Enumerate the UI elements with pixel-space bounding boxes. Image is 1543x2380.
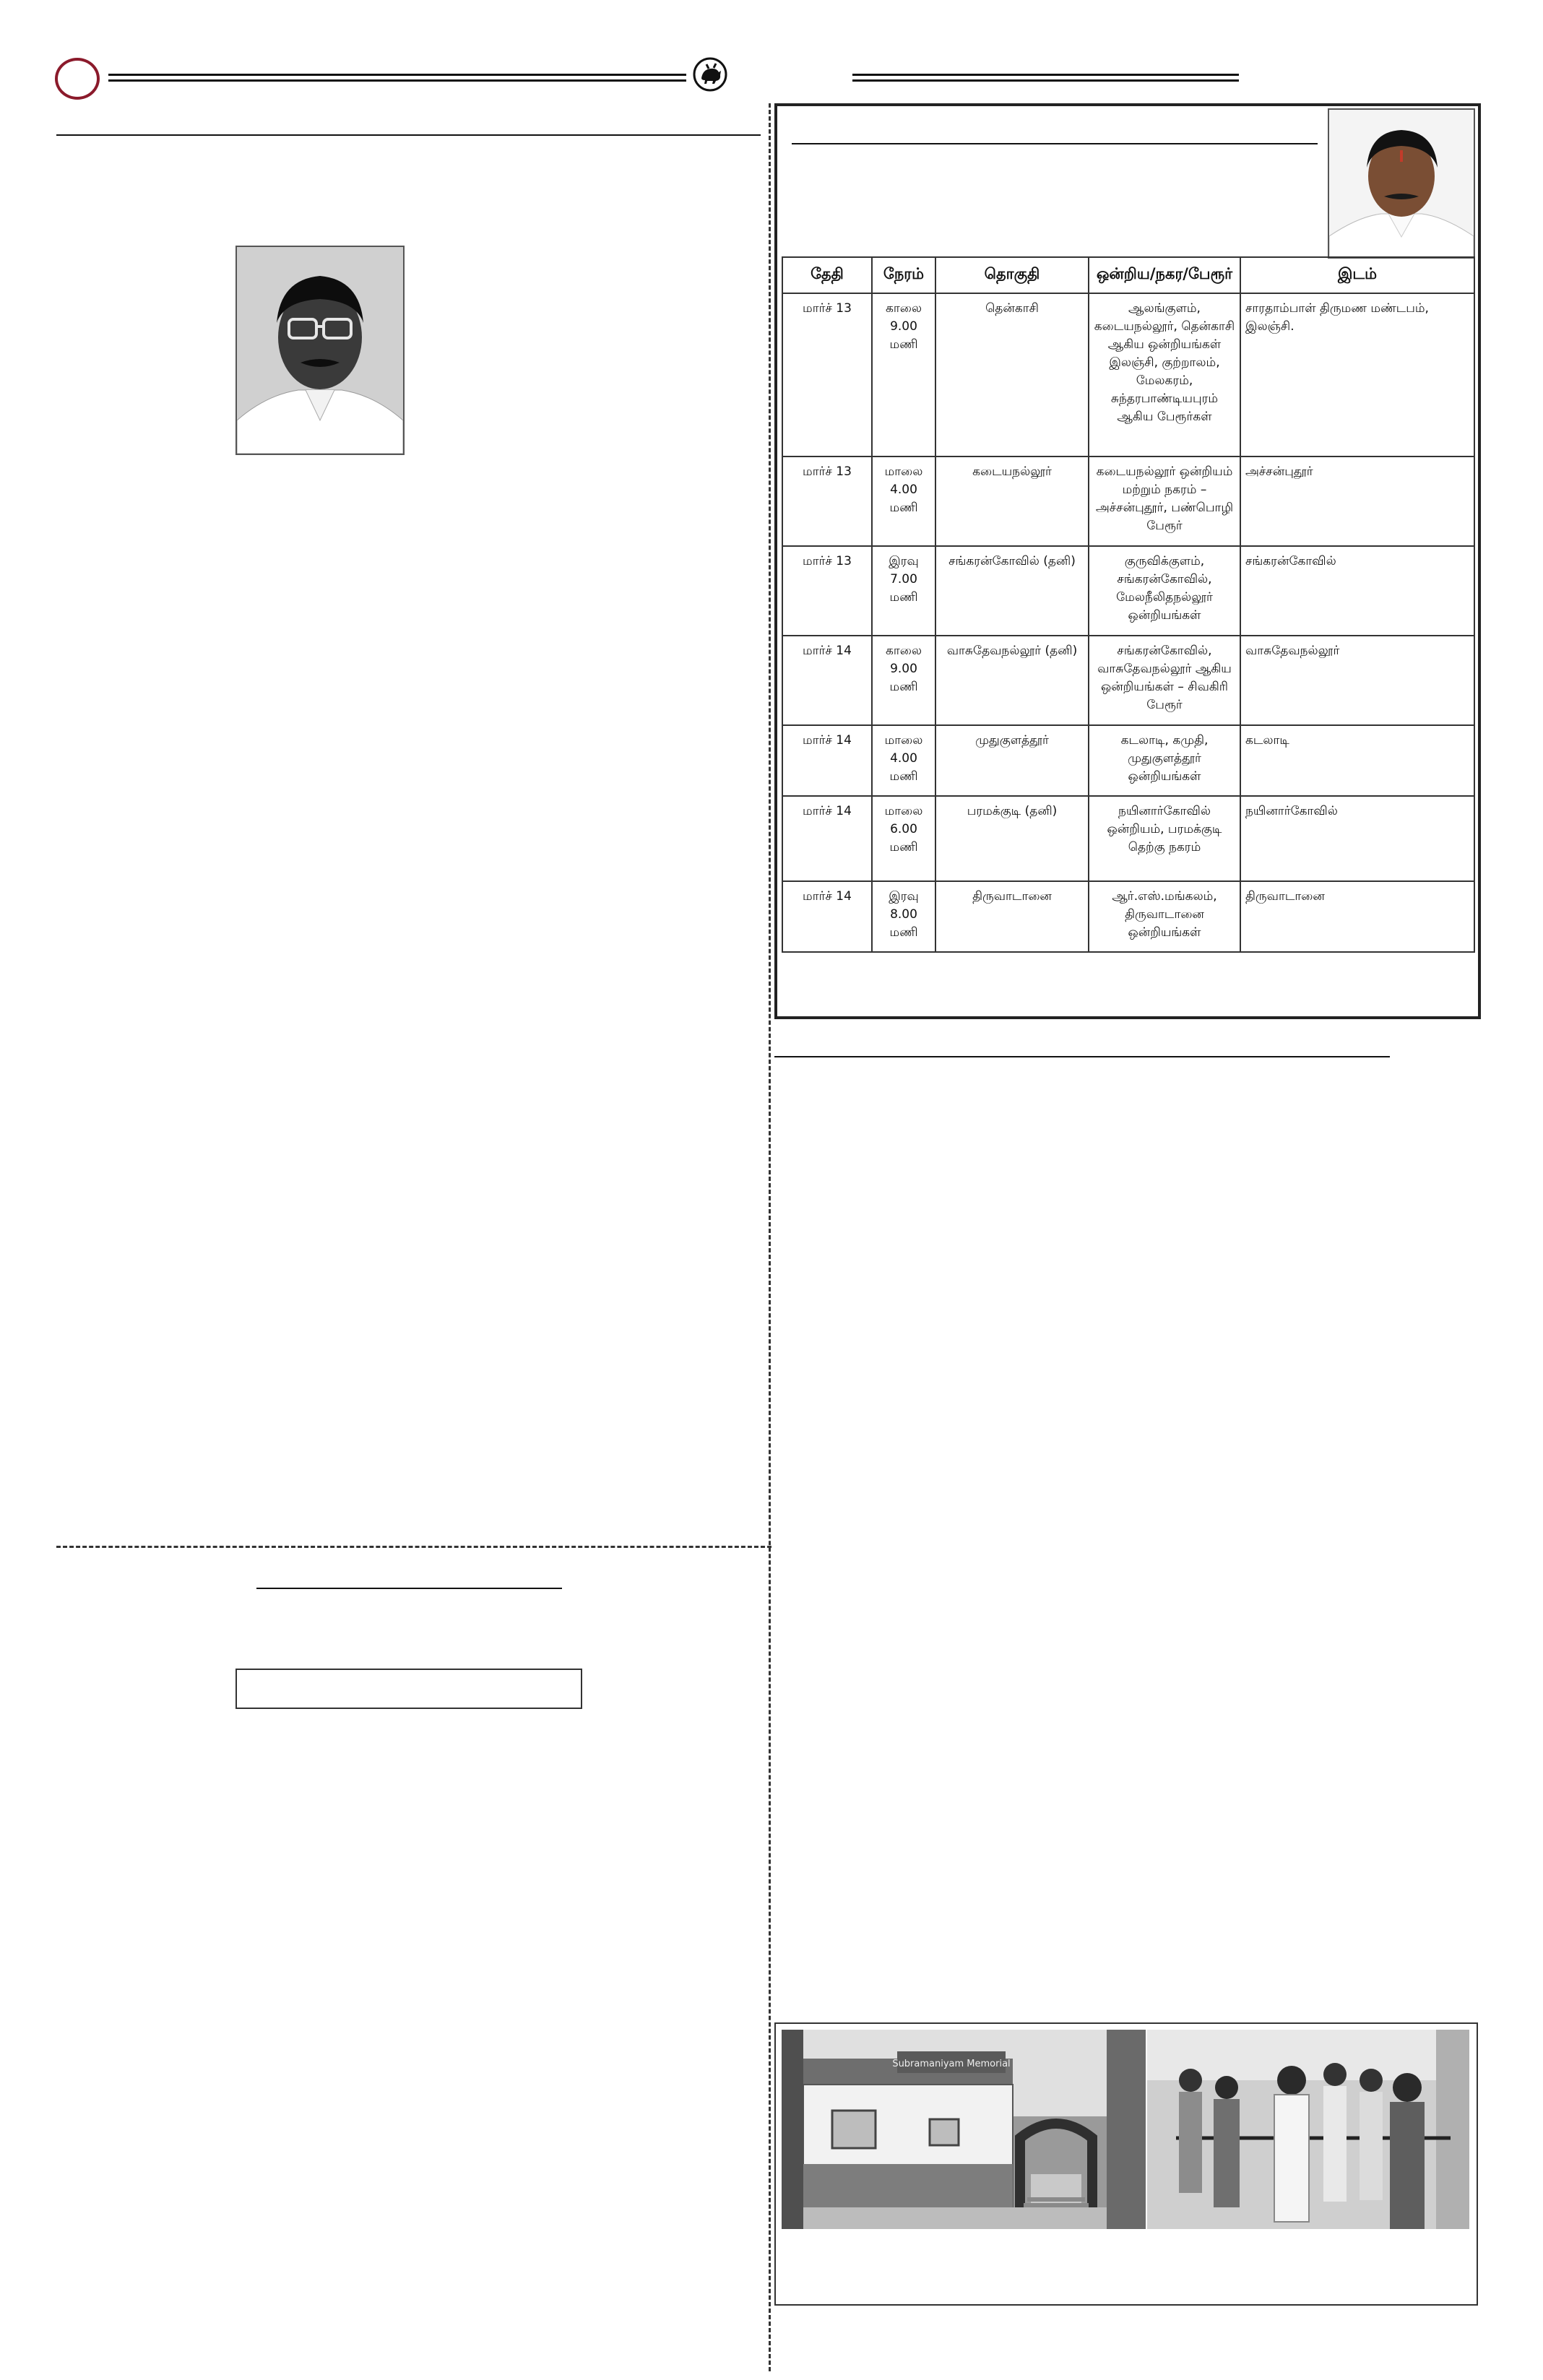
column-header-union: ஒன்றிய/நகர/பேரூர் xyxy=(1089,257,1240,293)
cell-constituency: தென்காசி xyxy=(935,293,1089,456)
column-header-time: நேரம் xyxy=(872,257,935,293)
table-row xyxy=(782,796,1474,881)
column-divider xyxy=(769,103,771,2371)
schedule-headline-rule xyxy=(792,143,1318,144)
masthead-rule-right-bottom xyxy=(852,79,1239,82)
table-row xyxy=(782,546,1474,636)
building-photo xyxy=(782,2030,1146,2229)
cell-date: மார்ச் 13 xyxy=(782,293,872,456)
page-number-badge xyxy=(55,58,100,100)
inauguration-photo xyxy=(1147,2030,1469,2229)
cell-time: இரவு 7.00 மணி xyxy=(872,546,935,636)
cell-constituency: திருவாடானை xyxy=(935,881,1089,952)
column-header-venue: இடம் xyxy=(1240,257,1474,293)
cell-venue: அச்சன்புதூர் xyxy=(1240,456,1474,546)
left-lower-headline-rule xyxy=(256,1588,562,1589)
cell-date: மார்ச் 14 xyxy=(782,725,872,796)
left-column-top-rule xyxy=(56,134,761,136)
cell-date: மார்ச் 13 xyxy=(782,546,872,636)
table-row xyxy=(782,293,1474,456)
left-column-section-divider xyxy=(56,1546,772,1548)
cell-venue: நயினார்கோவில் xyxy=(1240,796,1474,881)
portrait-photo-right xyxy=(1328,108,1475,259)
cell-time: மாலை 4.00 மணி xyxy=(872,725,935,796)
cell-constituency: கடையநல்லூர் xyxy=(935,456,1089,546)
cell-constituency: வாசுதேவநல்லூர் (தனி) xyxy=(935,636,1089,725)
table-row xyxy=(782,456,1474,546)
cell-constituency: பரமக்குடி (தனி) xyxy=(935,796,1089,881)
cell-time: மாலை 4.00 மணி xyxy=(872,456,935,546)
cell-time: காலை 9.00 மணி xyxy=(872,293,935,456)
masthead-rule-top xyxy=(108,74,686,76)
table-row xyxy=(782,881,1474,952)
cell-date: மார்ச் 14 xyxy=(782,636,872,725)
cell-time: இரவு 8.00 மணி xyxy=(872,881,935,952)
cell-constituency: சங்கரன்கோவில் (தனி) xyxy=(935,546,1089,636)
cell-union: கடையநல்லூர் ஒன்றியம் மற்றும் நகரம் – அச்சன்புதூர், பண்பொழி பேரூர் xyxy=(1089,456,1240,546)
cell-date: மார்ச் 13 xyxy=(782,456,872,546)
right-lower-headline-rule xyxy=(774,1056,1390,1057)
table-row xyxy=(782,636,1474,725)
column-header-date: தேதி xyxy=(782,257,872,293)
bull-emblem-icon xyxy=(692,56,728,92)
cell-union: சங்கரன்கோவில், வாசுதேவநல்லூர் ஆகிய ஒன்றியங்கள் – சிவகிரி பேரூர் xyxy=(1089,636,1240,725)
cell-time: மாலை 6.00 மணி xyxy=(872,796,935,881)
cell-union: ஆர்.எஸ்.மங்கலம், திருவாடானை ஒன்றியங்கள் xyxy=(1089,881,1240,952)
cell-union: ஆலங்குளம், கடையநல்லூர், தென்காசி ஆகிய ஒன்றியங்கள் இலஞ்சி, குற்றாலம், மேலகரம், சுந்தரபாண்டியபுரம் ஆகிய பேரூர்கள் xyxy=(1089,293,1240,456)
masthead-rule-bottom xyxy=(108,79,686,82)
cell-venue: கடலாடி xyxy=(1240,725,1474,796)
cell-venue: திருவாடானை xyxy=(1240,881,1474,952)
cell-venue: சாரதாம்பாள் திருமண மண்டபம், இலஞ்சி. xyxy=(1240,293,1474,456)
portrait-photo-left xyxy=(235,246,405,455)
cell-date: மார்ச் 14 xyxy=(782,881,872,952)
cell-time: காலை 9.00 மணி xyxy=(872,636,935,725)
cell-union: கடலாடி, கமுதி, முதுகுளத்தூர் ஒன்றியங்கள் xyxy=(1089,725,1240,796)
table-row xyxy=(782,725,1474,796)
column-header-constituency: தொகுதி xyxy=(935,257,1089,293)
cell-union: நயினார்கோவில் ஒன்றியம், பரமக்குடி தெற்கு நகரம் xyxy=(1089,796,1240,881)
masthead-rule-right-top xyxy=(852,74,1239,76)
cell-constituency: முதுகுளத்தூர் xyxy=(935,725,1089,796)
schedule-header-row xyxy=(782,257,1474,293)
cell-venue: வாசுதேவநல்லூர் xyxy=(1240,636,1474,725)
cell-venue: சங்கரன்கோவில் xyxy=(1240,546,1474,636)
cell-date: மார்ச் 14 xyxy=(782,796,872,881)
building-sign-text: Subramaniyam Memorial xyxy=(892,2059,1011,2069)
left-lower-caption-box xyxy=(235,1669,582,1709)
cell-union: குருவிக்குளம், சங்கரன்கோவில், மேலநீலிதநல்லூர் ஒன்றியங்கள் xyxy=(1089,546,1240,636)
schedule-table xyxy=(782,256,1475,953)
